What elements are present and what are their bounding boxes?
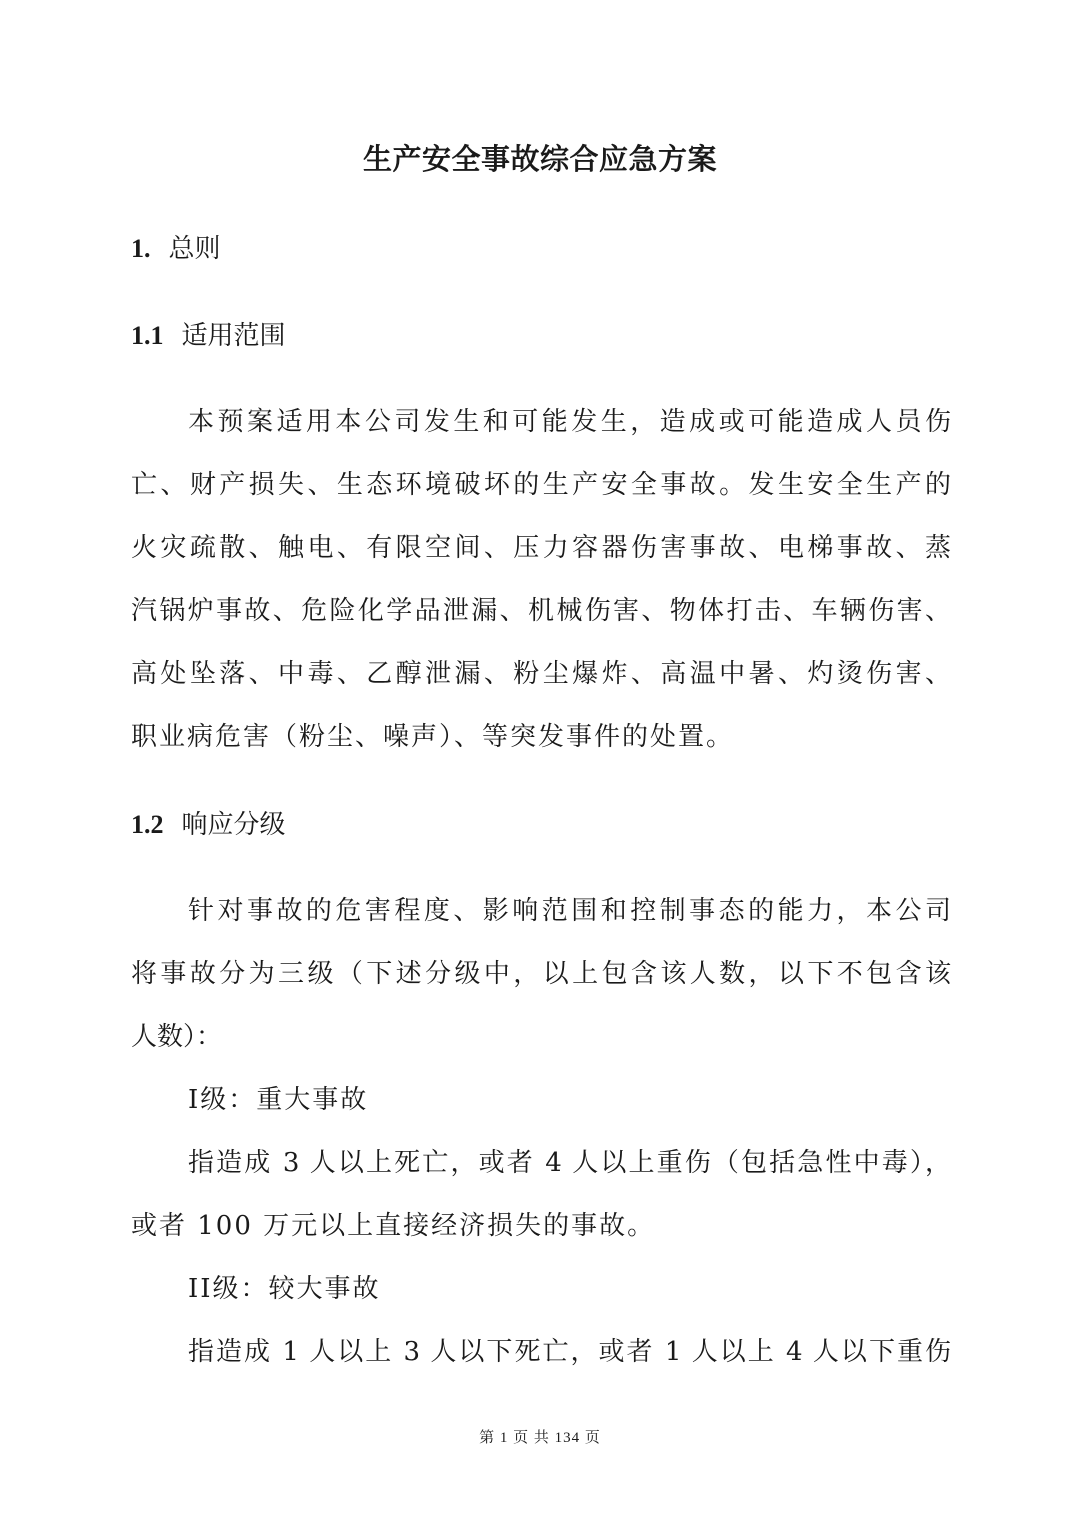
- document-title: 生产安全事故综合应急方案: [362, 142, 717, 176]
- section-number: 1.: [131, 234, 151, 263]
- paragraph-line: 汽锅炉事故、危险化学品泄漏、机械伤害、物体打击、车辆伤害、: [131, 596, 951, 626]
- page-footer: 第 1 页 共 134 页: [479, 1430, 601, 1446]
- paragraph-line: 针对事故的危害程度、影响范围和控制事态的能力，本公司: [188, 896, 951, 926]
- level-title: II级：较大事故: [188, 1274, 381, 1304]
- paragraph-line: 高处坠落、中毒、乙醇泄漏、粉尘爆炸、高温中暑、灼烫伤害、: [131, 659, 951, 689]
- paragraph-line: 人数）：: [131, 1022, 223, 1052]
- section-heading-1-1: [131, 316, 286, 356]
- section-heading-1-2: [131, 805, 286, 845]
- section-label: 适用范围: [181, 321, 286, 351]
- section-label: 响应分级: [181, 810, 286, 840]
- level-title: I级：重大事故: [188, 1085, 369, 1115]
- paragraph-line: 职业病危害（粉尘、噪声）、等突发事件的处置。: [131, 722, 735, 752]
- level-description-line: 指造成 1 人以上 3 人以下死亡，或者 1 人以上 4 人以下重伤: [188, 1337, 951, 1367]
- level-description-line: 或者 100 万元以上直接经济损失的事故。: [131, 1211, 656, 1241]
- section-number: 1.1: [131, 321, 164, 350]
- paragraph-line: 亡、财产损失、生态环境破坏的生产安全事故。发生安全生产的: [131, 470, 951, 500]
- paragraph-line: 将事故分为三级（下述分级中，以上包含该人数，以下不包含该: [131, 959, 951, 989]
- section-heading-1: [131, 229, 221, 269]
- section-number: 1.2: [131, 810, 164, 839]
- level-description-line: 指造成 3 人以上死亡，或者 4 人以上重伤（包括急性中毒），: [188, 1148, 951, 1178]
- paragraph-line: 本预案适用本公司发生和可能发生，造成或可能造成人员伤: [188, 407, 951, 437]
- section-label: 总则: [168, 234, 221, 264]
- paragraph-line: 火灾疏散、触电、有限空间、压力容器伤害事故、电梯事故、蒸: [131, 533, 951, 563]
